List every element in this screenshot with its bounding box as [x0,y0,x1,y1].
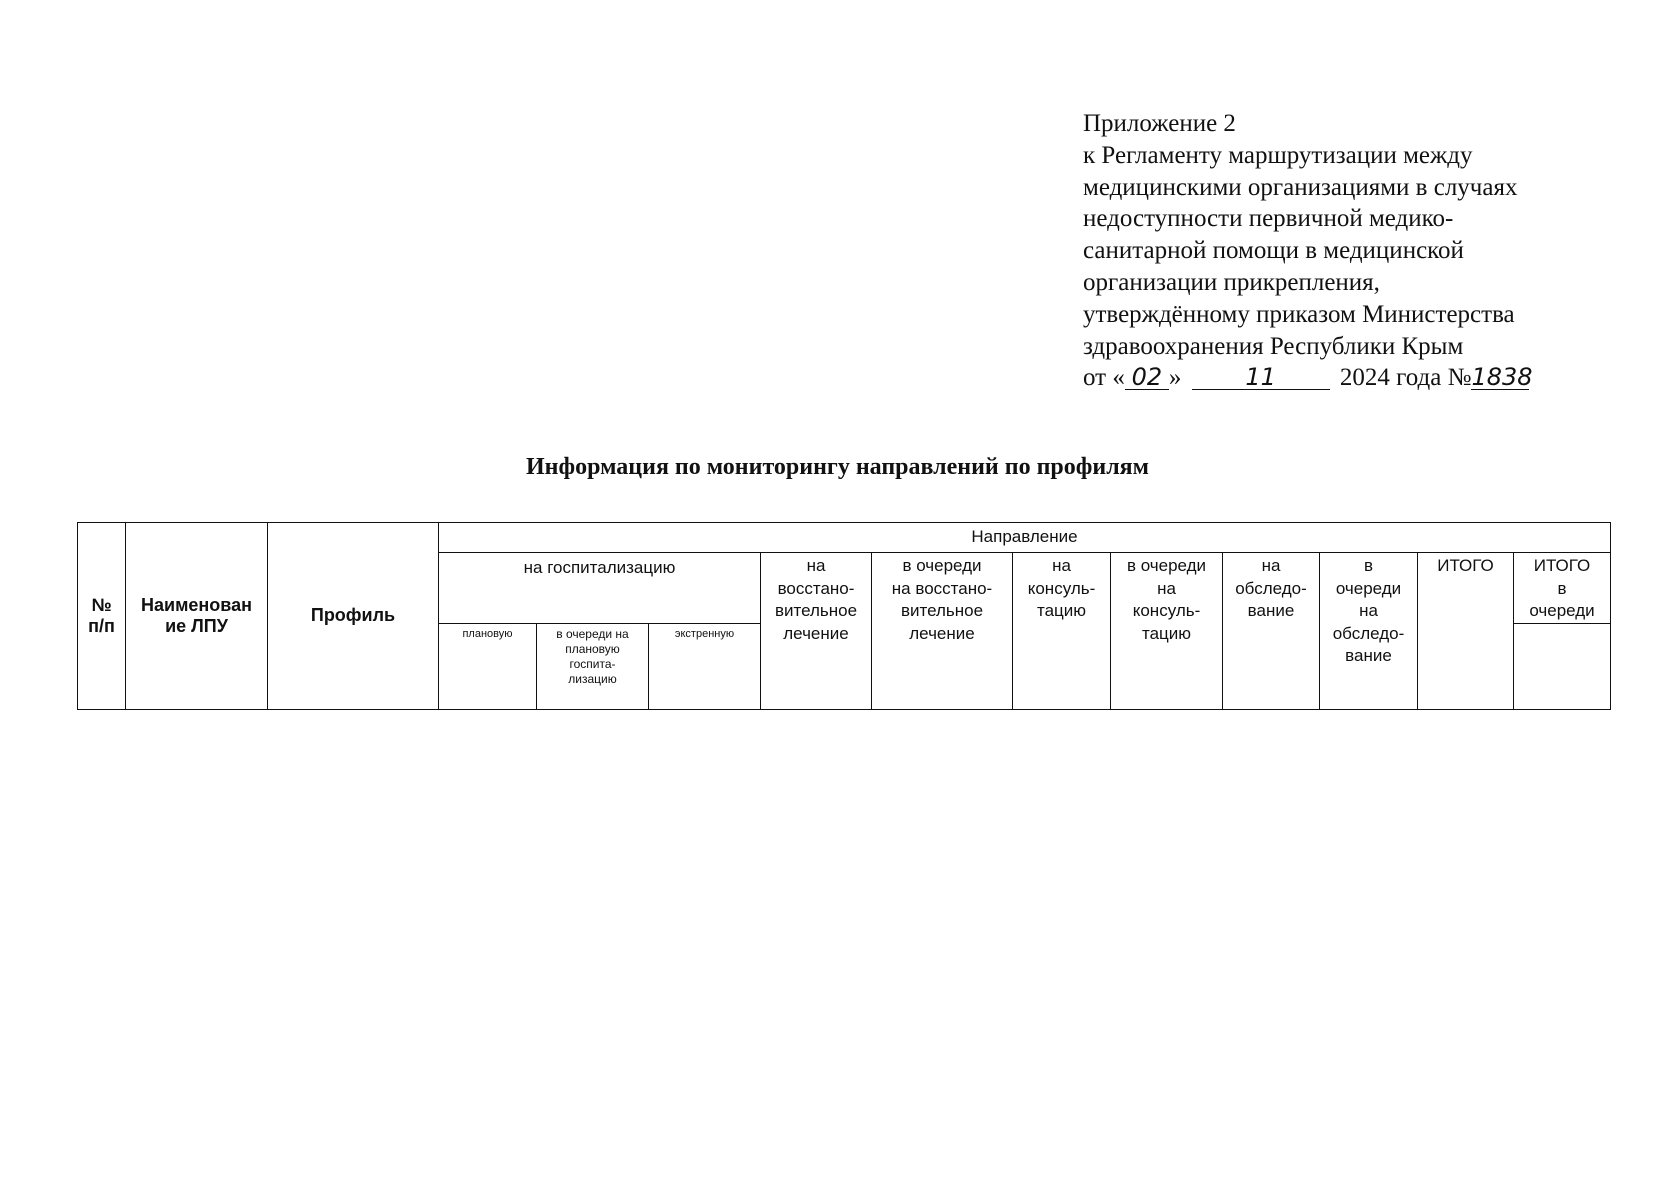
appendix-line: недоступности первичной медико- [1083,205,1454,233]
header-queue-examination: в очереди на обследо- вание [1320,553,1418,710]
header-queue-planned: в очереди на плановую госпита- лизацию [537,623,649,709]
total-queue-empty-cell [1514,623,1611,709]
header-consultation: на консуль- тацию [1013,553,1111,710]
appendix-line: Приложение 2 [1083,110,1236,137]
header-lpu-name: Наименован ие ЛПУ [126,523,268,710]
order-date-line [1083,362,1643,394]
header-number: № п/п [78,523,126,710]
appendix-line: санитарной помощи в медицинской [1083,237,1464,265]
date-prefix: от « [1083,364,1125,392]
date-year: 2024 года № [1339,364,1472,392]
appendix-line: к Регламенту маршрутизации между [1083,141,1473,169]
order-number-handwritten: 1838 [1471,363,1533,392]
appendix-line: утверждённому приказом Министерства [1083,300,1515,328]
header-rehab: на восстано- вительное лечение [761,553,872,710]
header-examination: на обследо- вание [1223,553,1320,710]
header-total-queue: ИТОГО в очереди [1514,553,1611,624]
header-queue-consultation: в очереди на консуль- тацию [1111,553,1223,710]
appendix-block [1083,108,1643,394]
header-profile: Профиль [268,523,439,710]
header-hospitalization: на госпитализацию [439,553,761,624]
header-planned: плановую [439,623,537,709]
header-emergency: экстренную [649,623,761,709]
monitoring-table [77,522,1611,710]
header-direction: Направление [439,523,1611,553]
document-title: Информация по мониторингу направлений по профилям [526,454,1149,480]
appendix-line: медицинскими организациями в случаях [1083,173,1518,201]
date-separator: » [1168,364,1182,392]
date-day-handwritten: 02 [1125,365,1169,390]
appendix-line: организации прикрепления, [1083,268,1380,296]
date-month-handwritten: 11 [1192,365,1330,390]
appendix-line: здравоохранения Республики Крым [1083,332,1464,360]
header-queue-rehab: в очереди на восстано- вительное лечение [872,553,1013,710]
header-total: ИТОГО [1418,553,1514,710]
